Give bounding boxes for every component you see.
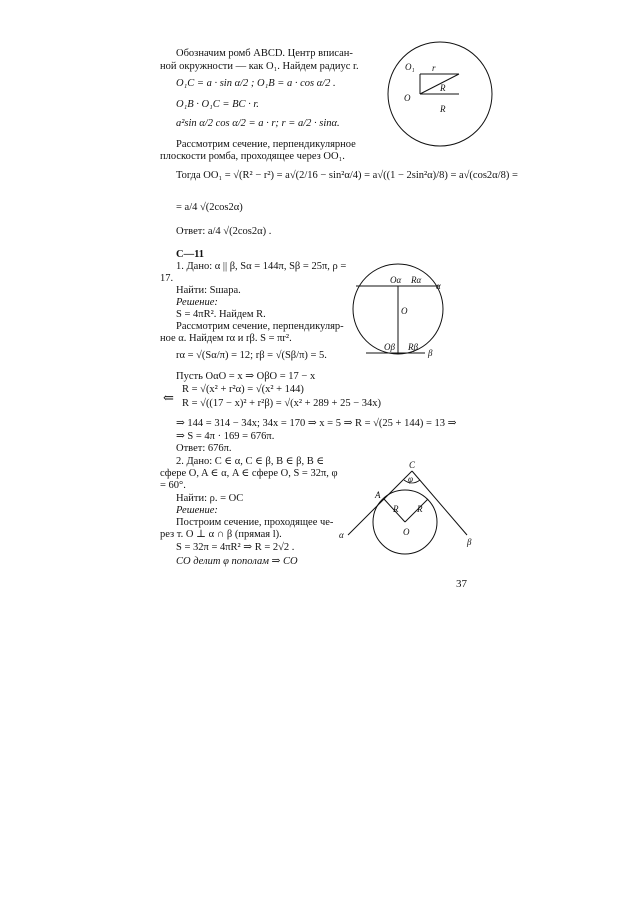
label-alpha: α: [436, 281, 441, 291]
formula-line: S = 32π = 4πR² ⇒ R = 2√2 .: [176, 542, 295, 553]
label-alpha-3: α: [339, 530, 344, 540]
text-line: = 60°.: [160, 480, 186, 491]
label-beta: β: [428, 348, 433, 358]
label-c: C: [409, 460, 416, 470]
formula-line: ⇒ S = 4π · 169 = 676π.: [176, 431, 275, 442]
formula-line: = a/4 √(2cos2α): [176, 202, 243, 213]
formula-line: R = √((17 − x)² + r²β) = √(x² + 289 + 25 − 34x): [182, 398, 381, 409]
label-r-3a: R: [393, 504, 399, 514]
label-o: O: [404, 93, 411, 103]
text-line: Найти: ρ. = OC: [176, 493, 244, 504]
label-a: A: [375, 490, 381, 500]
text-line: Решение:: [176, 297, 218, 308]
plane-alpha-line-3: [348, 471, 412, 535]
page-number: 37: [456, 578, 467, 590]
label-r2: R: [440, 104, 446, 114]
answer-line: Ответ: a/4 √(2cos2α) .: [176, 226, 272, 237]
text-line: рез т. O ⊥ α ∩ β (прямая l).: [160, 529, 282, 540]
text-line: Решение:: [176, 505, 218, 516]
label-beta-3: β: [467, 537, 472, 547]
formula-line: rα = √(Sα/π) = 12; rβ = √(Sβ/π) = 5.: [176, 350, 327, 361]
formula-line: Пусть OαO = x ⇒ OβO = 17 − x: [176, 371, 316, 382]
label-o-alpha: Oα: [390, 275, 402, 285]
text-line: Найти: Sшара.: [176, 285, 241, 296]
text-line: ной окружности — как O₁. Найдем радиус r.: [160, 61, 359, 72]
text-line: Построим сечение, проходящее че-: [176, 517, 334, 528]
label-r-alpha: Rα: [411, 275, 422, 285]
text-line: ное α. Найдем rα и rβ. S = πr².: [160, 333, 292, 344]
label-r: r: [432, 63, 436, 73]
formula-line: R = √(x² + r²α) = √(x² + 144): [182, 384, 304, 395]
answer-line: Ответ: 676π.: [176, 443, 232, 454]
label-o-3: O: [403, 527, 410, 537]
text-line: Рассмотрим сечение, перпендикулярное: [176, 139, 356, 150]
label-r-beta: Rβ: [408, 342, 418, 352]
plane-beta-line-3: [412, 471, 467, 535]
formula-line: S = 4πR². Найдем R.: [176, 309, 266, 320]
text-line: Рассмотрим сечение, перпендикуляр-: [176, 321, 344, 332]
label-o1: O₁: [405, 62, 415, 72]
implication-arrow: ⇐: [163, 390, 174, 405]
formula-line: a²sin α/2 cos α/2 = a · r; r = a/2 · sinα.: [176, 118, 340, 129]
text-line: 17.: [160, 273, 174, 284]
formula-line: O₁C = a · sin α/2 ; O₁B = a · cos α/2 .: [176, 78, 336, 89]
formula-line: ⇒ 144 = 314 − 34x; 34x = 170 ⇒ x = 5 ⇒ R = √(25 + 144) = 13 ⇒: [176, 418, 457, 429]
text-line: 2. Дано: C ∈ α, C ∈ β, B ∈ β, B ∈: [176, 456, 325, 467]
label-o-beta: Oβ: [384, 342, 395, 352]
text-line: Обозначим ромб ABCD. Центр вписан-: [176, 48, 353, 59]
section-heading: С—11: [176, 249, 205, 260]
text-line: плоскости ромба, проходящее через OO₁.: [160, 151, 345, 162]
label-o-2: O: [401, 306, 408, 316]
label-r1: R: [440, 83, 446, 93]
text-line: 1. Дано: α || β, Sα = 144π, Sβ = 25π, ρ =: [176, 261, 347, 272]
label-r-3b: R: [417, 504, 423, 514]
formula-line: Тогда OO₁ = √(R² − r²) = a√(2/16 − sin²α/4) = a√((1 − 2sin²α)/8) = a√(cos2α/8) =: [176, 170, 518, 181]
text-line: сфере O, A ∈ α, A ∈ сфере O, S = 32π, φ: [160, 468, 338, 479]
formula-line: O₁B · O₁C = BC · r.: [176, 99, 259, 110]
label-phi: φ: [408, 474, 413, 484]
text-line: CO делит φ пополам ⇒ CO: [176, 556, 298, 567]
